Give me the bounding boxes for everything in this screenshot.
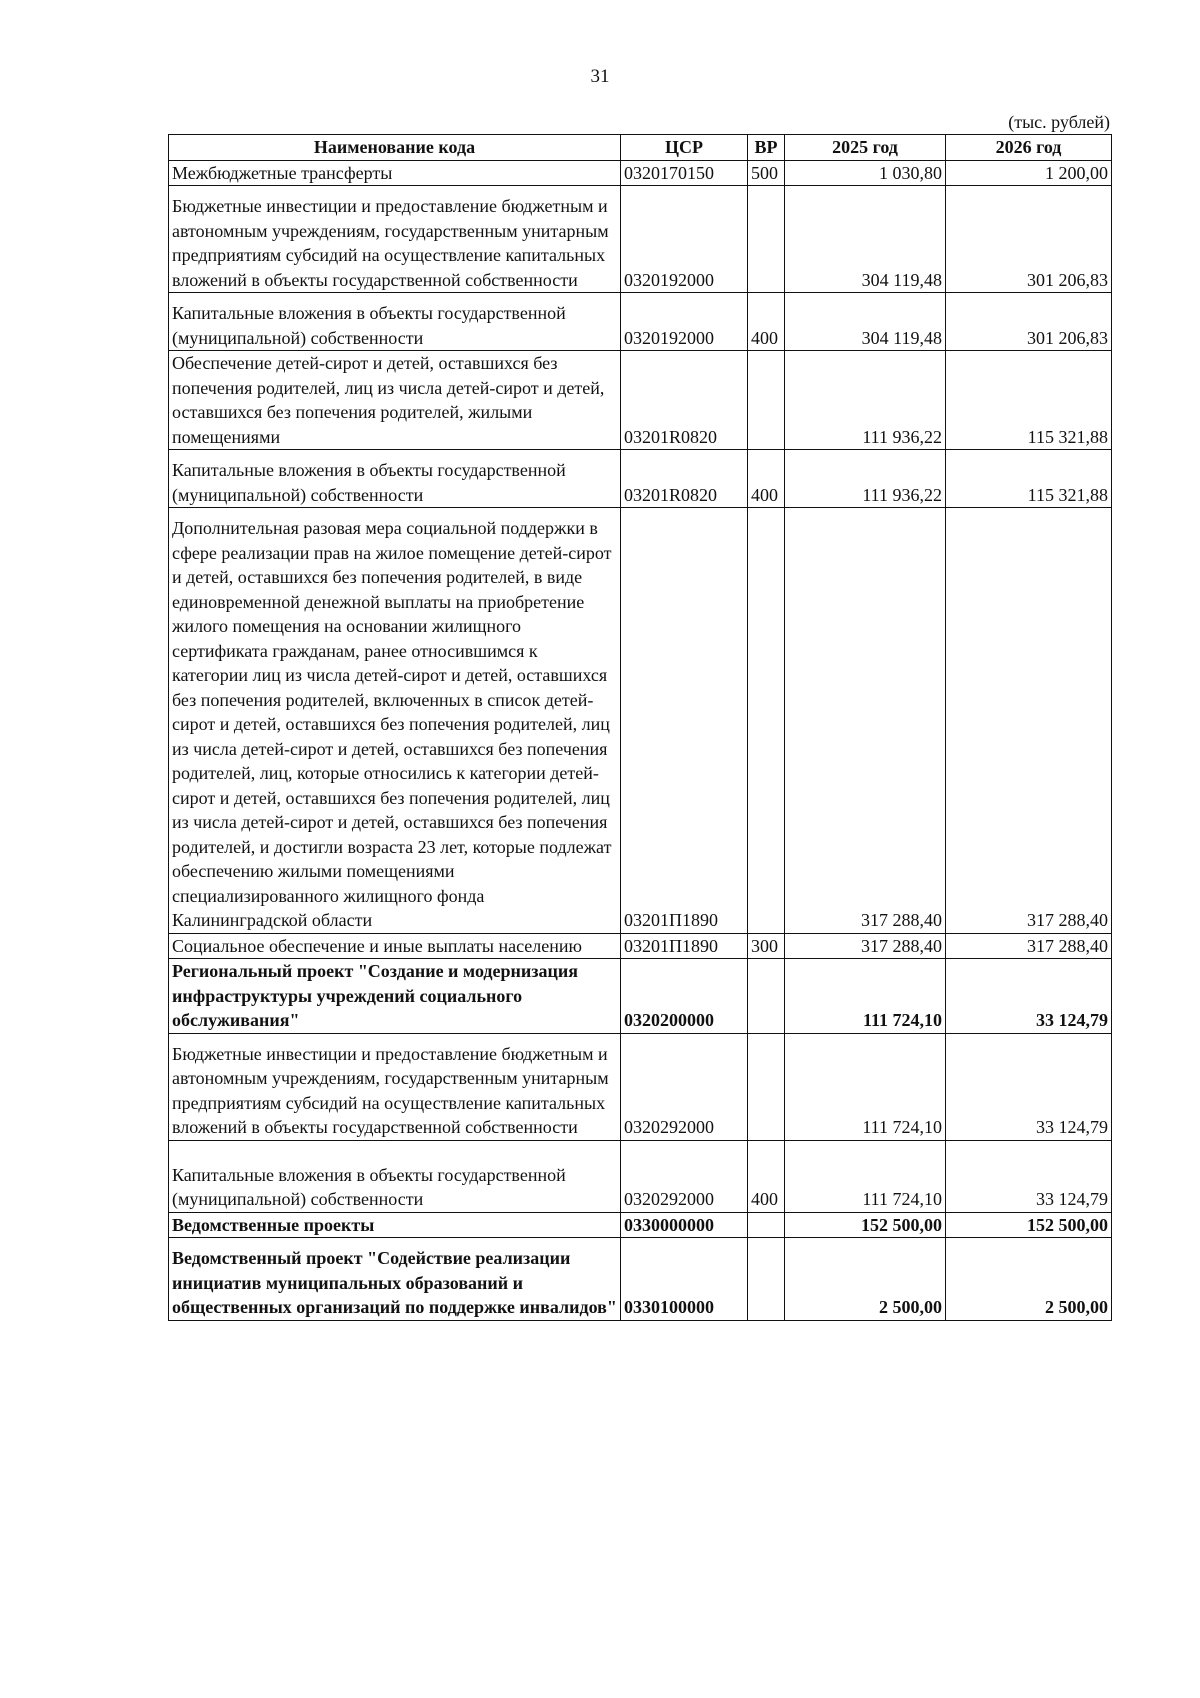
row-csr: 0330000000 [621,1212,748,1238]
row-2026: 33 124,79 [946,1033,1112,1140]
row-2025: 317 288,40 [785,508,946,934]
units-label: (тыс. рублей) [1008,112,1110,132]
row-csr: 0330100000 [621,1238,748,1321]
row-csr: 0320192000 [621,186,748,293]
row-2025: 111 724,10 [785,959,946,1034]
row-csr: 03201R0820 [621,351,748,450]
row-name: Межбюджетные трансферты [169,160,621,186]
row-vr: 400 [748,450,785,508]
row-2025: 304 119,48 [785,293,946,351]
table-row [169,959,1112,1034]
budget-table [168,134,1112,1321]
header-2025: 2025 год [785,135,946,161]
row-2025: 304 119,48 [785,186,946,293]
table-row [169,186,1112,293]
row-2026: 301 206,83 [946,293,1112,351]
row-2025: 111 724,10 [785,1033,946,1140]
row-name: Бюджетные инвестиции и предоставление бюджетным и автономным учреждениям, государственным унитарным предприятиям субсидий на осуществление капитальных вложений в объекты государственной собственности [169,1033,621,1140]
row-vr [748,1212,785,1238]
row-name: Бюджетные инвестиции и предоставление бюджетным и автономным учреждениям, государственным унитарным предприятиям субсидий на осуществление капитальных вложений в объекты государственной собственности [169,186,621,293]
row-2026: 115 321,88 [946,450,1112,508]
row-2025: 111 724,10 [785,1140,946,1212]
row-2025: 152 500,00 [785,1212,946,1238]
row-vr [748,186,785,293]
table-row [169,508,1112,934]
table-row [169,351,1112,450]
row-csr: 0320292000 [621,1140,748,1212]
row-2025: 111 936,22 [785,450,946,508]
table-row [169,1140,1112,1212]
row-2026: 152 500,00 [946,1212,1112,1238]
row-name: Ведомственные проекты [169,1212,621,1238]
page-number: 31 [590,66,610,87]
table-row [169,1238,1112,1321]
row-name: Капитальные вложения в объекты государственной (муниципальной) собственности [169,293,621,351]
row-vr: 300 [748,933,785,959]
row-2026: 33 124,79 [946,1140,1112,1212]
header-2026: 2026 год [946,135,1112,161]
row-csr: 0320292000 [621,1033,748,1140]
row-csr: 03201П1890 [621,508,748,934]
row-name: Социальное обеспечение и иные выплаты населению [169,933,621,959]
row-csr: 03201П1890 [621,933,748,959]
row-name: Дополнительная разовая мера социальной поддержки в сфере реализации прав на жилое помещение детей-сирот и детей, оставшихся без попечения родителей, в виде единовременной денежной выплаты на приобретение жилого помещения на основании жилищного сертификата гражданам, ранее относившимся к категории лиц из числа детей-сирот и детей, оставшихся без попечения родителей, включенных в список детей-сирот и детей, оставшихся без попечения родителей, лиц из числа детей-сирот и детей, оставшихся без попечения родителей, лиц, которые относились к категории детей-сирот и детей, оставшихся без попечения родителей, лиц из числа детей-сирот и детей, оставшихся без попечения родителей, и достигли возраста 23 лет, которые подлежат обеспечению жилыми помещениями специализированного жилищного фонда Калининградской области [169,508,621,934]
table-row [169,1212,1112,1238]
table-row [169,450,1112,508]
table-row [169,160,1112,186]
row-2025: 2 500,00 [785,1238,946,1321]
row-vr: 400 [748,293,785,351]
row-csr: 03201R0820 [621,450,748,508]
row-2026: 33 124,79 [946,959,1112,1034]
table-header-row [169,135,1112,161]
row-2026: 317 288,40 [946,508,1112,934]
table-row [169,933,1112,959]
row-vr [748,508,785,934]
row-2026: 301 206,83 [946,186,1112,293]
row-2026: 1 200,00 [946,160,1112,186]
row-name: Региональный проект "Создание и модернизация инфраструктуры учреждений социального обслуживания" [169,959,621,1034]
row-name: Ведомственный проект "Содействие реализации инициатив муниципальных образований и общественных организаций по поддержке инвалидов" [169,1238,621,1321]
row-csr: 0320200000 [621,959,748,1034]
table-row [169,293,1112,351]
row-name: Обеспечение детей-сирот и детей, оставшихся без попечения родителей, лиц из числа детей-сирот и детей, оставшихся без попечения родителей, жилыми помещениями [169,351,621,450]
row-vr [748,1238,785,1321]
row-csr: 0320192000 [621,293,748,351]
row-name: Капитальные вложения в объекты государственной (муниципальной) собственности [169,450,621,508]
row-2026: 317 288,40 [946,933,1112,959]
header-csr: ЦСР [621,135,748,161]
header-name: Наименование кода [169,135,621,161]
row-vr [748,959,785,1034]
row-vr [748,351,785,450]
row-2025: 317 288,40 [785,933,946,959]
row-vr [748,1033,785,1140]
row-2026: 2 500,00 [946,1238,1112,1321]
header-vr: ВР [748,135,785,161]
table-row [169,1033,1112,1140]
row-2026: 115 321,88 [946,351,1112,450]
row-csr: 0320170150 [621,160,748,186]
row-name: Капитальные вложения в объекты государственной (муниципальной) собственности [169,1140,621,1212]
row-vr: 500 [748,160,785,186]
row-2025: 111 936,22 [785,351,946,450]
row-2025: 1 030,80 [785,160,946,186]
row-vr: 400 [748,1140,785,1212]
